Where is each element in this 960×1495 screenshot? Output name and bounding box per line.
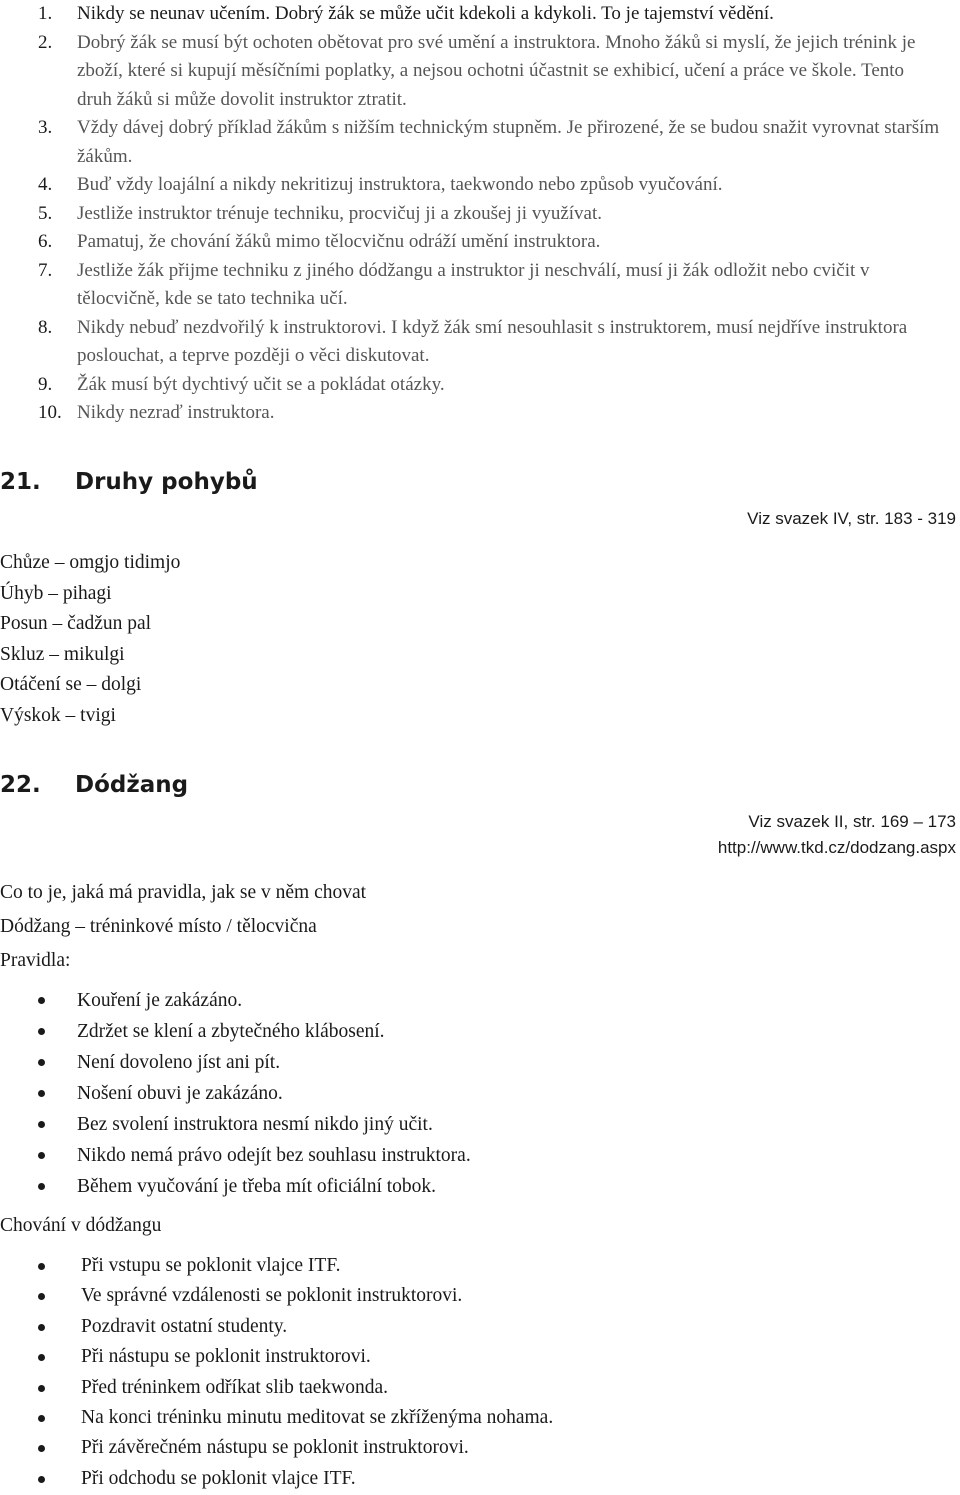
section-number: 21. — [0, 469, 41, 495]
rule-item — [0, 200, 940, 229]
bullet-icon — [38, 1183, 45, 1190]
rule-text: Dobrý žák se musí být ochoten obětovat pro své umění a instruktora. Mnoho žáků si myslí, že jejich trénink je zboží, které si kupují měsíčními poplatky, a nejsou ochotni účastnit se exhibicí, učení a práce ve škole. Tento druh žáků si může dovolit instruktor ztratit. — [77, 31, 916, 110]
movement-item: Otáčení se – dolgi — [0, 674, 142, 696]
bullet-icon — [38, 1293, 45, 1300]
rule-text: Jestliže instruktor trénuje techniku, procvičuj ji a zkoušej ji využívat. — [77, 202, 602, 224]
bullet-icon — [38, 1445, 45, 1452]
student-rules-list — [0, 0, 940, 428]
rule-item — [0, 171, 940, 200]
bullet-icon — [38, 1385, 45, 1392]
movement-item: Skluz – mikulgi — [0, 643, 125, 665]
rule-number: 8. — [38, 316, 53, 338]
dodzang-rules-list — [0, 985, 471, 1202]
bullet-icon — [38, 1028, 45, 1035]
bullet-icon — [38, 1121, 45, 1128]
list-item — [0, 1047, 471, 1078]
rule-item — [0, 314, 940, 371]
behavior-label: Chování v dódžangu — [0, 1215, 162, 1236]
list-item — [0, 1140, 471, 1171]
bullet-icon — [38, 997, 45, 1004]
list-item-text: Kouření je zakázáno. — [77, 990, 243, 1011]
rule-item — [0, 29, 940, 115]
rule-text: Pamatuj, že chování žáků mimo tělocvičnu odráží umění instruktora. — [77, 231, 601, 252]
list-item — [0, 1078, 471, 1109]
rule-text: Nikdy se neunav učením. Dobrý žák se může učit kdekoli a kdykoli. To je tajemství vědění. — [77, 3, 774, 24]
rule-number: 5. — [38, 202, 53, 224]
list-item-text: Během vyučování je třeba mít oficiální tobok. — [77, 1176, 437, 1197]
rule-item — [0, 228, 940, 257]
list-item-text: Pozdravit ostatní studenty. — [81, 1315, 288, 1337]
section-title-text: Druhy pohybů — [75, 469, 258, 495]
dodzang-behavior-list — [0, 1251, 553, 1494]
list-item — [0, 1403, 553, 1433]
list-item-text: Ve správné vzdálenosti se poklonit instruktorovi. — [81, 1285, 463, 1307]
movement-item: Úhyb – pihagi — [0, 582, 112, 604]
list-item-text: Při nástupu se poklonit instruktorovi. — [81, 1346, 371, 1368]
list-item-text: Zdržet se klení a zbytečného klábosení. — [77, 1021, 385, 1042]
list-item — [0, 1109, 471, 1140]
list-item — [0, 1373, 553, 1403]
list-item — [0, 1016, 471, 1047]
list-item — [0, 985, 471, 1016]
rule-text: Buď vždy loajální a nikdy nekritizuj instruktora, taekwondo nebo způsob vyučování. — [77, 174, 723, 195]
rule-item — [0, 257, 940, 314]
list-item — [0, 1433, 553, 1463]
list-item-text: Nošení obuvi je zakázáno. — [77, 1083, 283, 1104]
rule-number: 6. — [38, 231, 53, 252]
list-item-text: Bez svolení instruktora nesmí nikdo jiný učit. — [77, 1114, 433, 1135]
bullet-icon — [38, 1059, 45, 1066]
dodzang-definition: Dódžang – tréninkové místo / tělocvična — [0, 916, 317, 937]
bullet-icon — [38, 1476, 45, 1483]
movement-item: Chůze – omgjo tidimjo — [0, 552, 181, 573]
bullet-icon — [38, 1354, 45, 1361]
list-item — [0, 1342, 553, 1372]
list-item-text: Při odchodu se poklonit vlajce ITF. — [81, 1467, 356, 1489]
section-22-reference — [718, 809, 956, 861]
rule-item — [0, 0, 940, 29]
reference-text: Viz svazek IV, str. 183 - 319 — [747, 509, 956, 528]
rule-text: Jestliže žák přijme techniku z jiného dódžangu a instruktor ji neschválí, musí ji žák odložit nebo cvičit v tělocvičně, kde se tato technika učí. — [77, 259, 870, 309]
reference-url: http://www.tkd.cz/dodzang.aspx — [717, 838, 956, 857]
rule-number: 3. — [38, 117, 53, 138]
section-21-heading — [0, 469, 258, 495]
list-item — [0, 1281, 553, 1311]
bullet-icon — [38, 1415, 45, 1422]
list-item — [0, 1464, 553, 1494]
list-item-text: Nikdo nemá právo odejít bez souhlasu instruktora. — [77, 1145, 471, 1166]
section-21-reference — [747, 506, 956, 532]
movement-list — [0, 548, 180, 732]
section-number: 22. — [0, 772, 41, 798]
rule-item — [0, 114, 940, 171]
list-item-text: Není dovoleno jíst ani pít. — [77, 1052, 281, 1073]
rules-label: Pravidla: — [0, 950, 71, 971]
section-22-heading — [0, 772, 188, 798]
rule-number: 1. — [38, 3, 53, 24]
reference-text: Viz svazek II, str. 169 – 173 — [748, 812, 956, 831]
section-22-intro: Co to je, jaká má pravidla, jak se v něm chovat — [0, 882, 367, 903]
movement-item: Výskok – tvigi — [0, 704, 116, 726]
rule-text: Nikdy nezraď instruktora. — [77, 402, 275, 423]
bullet-icon — [38, 1263, 45, 1270]
bullet-icon — [38, 1152, 45, 1159]
rule-text: Nikdy nebuď nezdvořilý k instruktorovi. I když žák smí nesouhlasit s instruktorem, musí nejdříve instruktora poslouchat, a teprve později o věci diskutovat. — [77, 316, 908, 366]
movement-item: Posun – čadžun pal — [0, 613, 152, 635]
bullet-icon — [38, 1324, 45, 1331]
rule-number: 2. — [38, 31, 53, 53]
list-item — [0, 1171, 471, 1202]
list-item-text: Při vstupu se poklonit vlajce ITF. — [81, 1255, 341, 1276]
bullet-icon — [38, 1090, 45, 1097]
list-item-text: Při závěrečném nástupu se poklonit instruktorovi. — [81, 1437, 469, 1459]
list-item — [0, 1251, 553, 1281]
list-item — [0, 1312, 553, 1342]
rule-text: Vždy dávej dobrý příklad žákům s nižším technickým stupněm. Je přirozené, že se budou snažit vyrovnat starším žákům. — [77, 117, 940, 167]
rule-item — [0, 399, 940, 428]
rule-number: 10. — [38, 402, 62, 423]
list-item-text: Před tréninkem odříkat slib taekwonda. — [81, 1376, 389, 1398]
rule-item — [0, 371, 940, 400]
rule-number: 9. — [38, 373, 53, 395]
rule-number: 7. — [38, 259, 53, 281]
rule-number: 4. — [38, 174, 53, 195]
rule-text: Žák musí být dychtivý učit se a pokládat otázky. — [77, 373, 445, 395]
section-title-text: Dódžang — [75, 772, 189, 798]
list-item-text: Na konci tréninku minutu meditovat se zkříženýma nohama. — [81, 1407, 554, 1429]
